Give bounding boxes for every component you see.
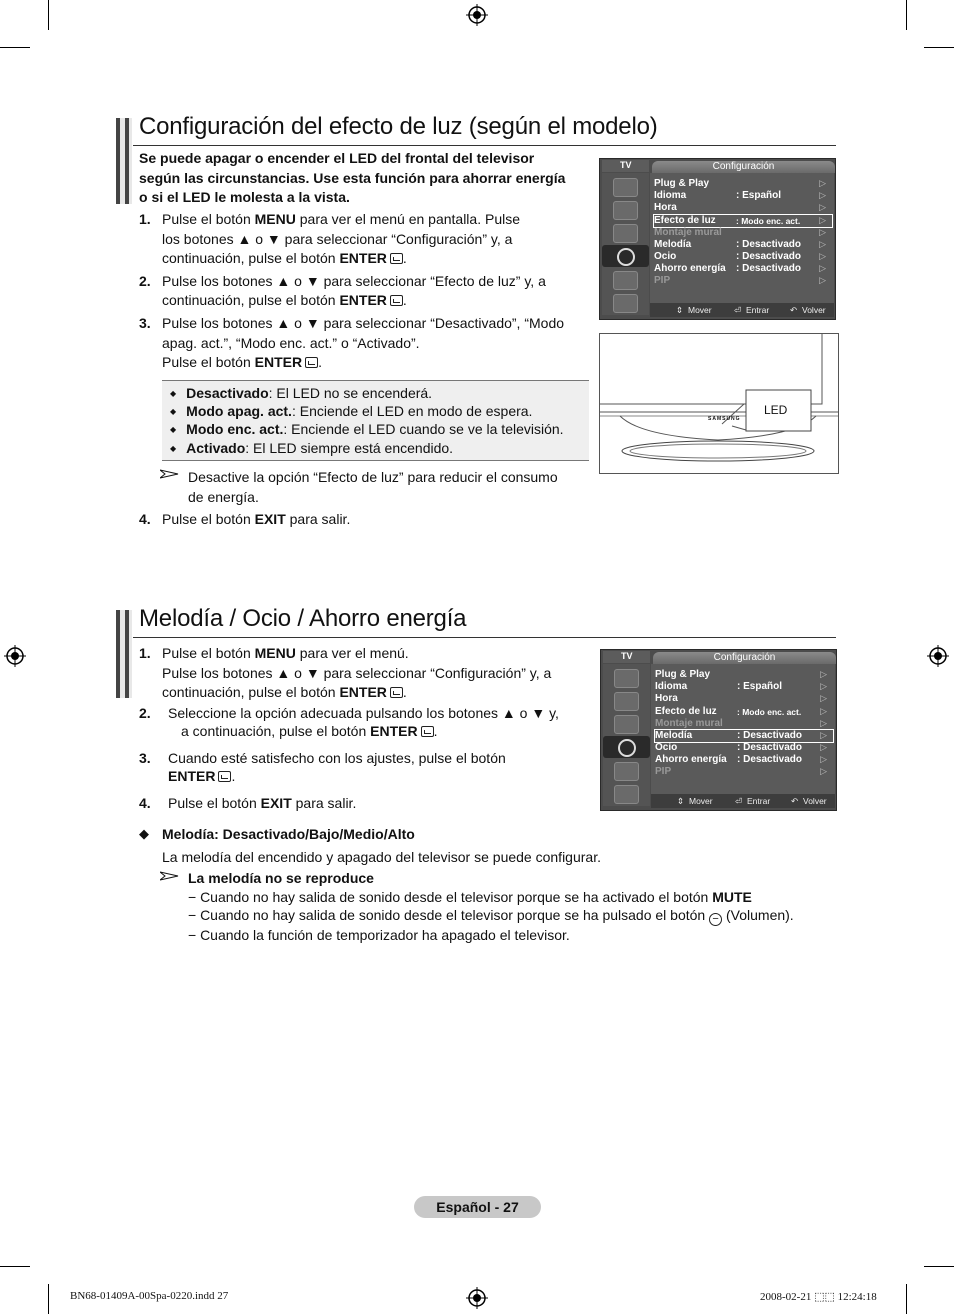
input-icon (613, 271, 638, 290)
osd-row: Montaje mural ▷ (655, 718, 827, 729)
step-text: Seleccione la opción adecuada pulsando los botones ▲ o ▼ y, (168, 705, 559, 721)
input-icon (614, 762, 639, 781)
picture-icon (613, 178, 638, 197)
step-text: Pulse el botón MENU para ver el menú. (162, 645, 409, 661)
osd-row: Melodía : Desactivado ▷ (654, 239, 826, 250)
step-text: Pulse el botón EXIT para salir. (168, 795, 357, 811)
osd-tv-label: TV (602, 160, 649, 172)
osd-row: Efecto de luz : Modo enc. act. ▷ (655, 706, 827, 717)
registration-mark-icon (927, 645, 949, 667)
option-item: ◆ Modo apag. act.: Enciende el LED en modo de espera. (170, 403, 533, 419)
sound-icon (613, 201, 638, 220)
osd-row-selected: Efecto de luz : Modo enc. act. ▷ (654, 215, 832, 227)
osd-list (651, 664, 835, 794)
page-number: Español - 27 (414, 1196, 541, 1218)
melody-description: La melodía del encendido y apagado del televisor se puede configurar. (162, 849, 601, 865)
note-heading: La melodía no se reproduce (188, 870, 374, 886)
osd-row-selected: Melodía : Desactivado ▷ (655, 730, 833, 742)
osd-row: Plug & Play ▷ (654, 178, 826, 189)
step-number: 1. (139, 211, 151, 227)
step-number: 2. (139, 273, 151, 289)
melody-heading: Melodía: Desactivado/Bajo/Medio/Alto (162, 826, 415, 842)
enter-icon (421, 726, 434, 737)
tv-front-drawing (600, 334, 838, 473)
osd-row: Ahorro energía : Desactivado ▷ (654, 263, 826, 274)
note-dash-item: − Cuando la función de temporizador ha apagado el televisor. (188, 927, 570, 943)
osd-row: Plug & Play ▷ (655, 669, 827, 680)
osd-row: Ahorro energía : Desactivado ▷ (655, 754, 827, 765)
step-text: Cuando esté satisfecho con los ajustes, pulse el botón (168, 750, 506, 766)
osd-row: Idioma : Español ▷ (654, 190, 826, 201)
step-text: continuación, pulse el botón ENTER . (162, 292, 407, 308)
step-text: Pulse los botones ▲ o ▼ para seleccionar “Configuración” y, a (162, 665, 552, 681)
step-text: continuación, pulse el botón ENTER . (162, 250, 407, 266)
step-text: los botones ▲ o ▼ para seleccionar “Configuración” y, a (162, 231, 513, 247)
note-dash-item: − Cuando no hay salida de sonido desde el televisor porque se ha activado el botón MUTE (188, 889, 752, 905)
return-icon: ↶ (791, 796, 799, 806)
step-number: 4. (139, 795, 151, 811)
title-rule (133, 637, 836, 638)
section-title: Melodía / Ocio / Ahorro energía (139, 605, 467, 632)
step-text: Pulse el botón MENU para ver el menú en pantalla. Pulse (162, 211, 520, 227)
osd-row: Hora ▷ (655, 693, 827, 704)
osd-sidebar (603, 664, 650, 806)
osd-tv-label: TV (603, 651, 650, 663)
step-text: Pulse el botón ENTER . (162, 354, 322, 370)
enter-icon (218, 771, 231, 782)
picture-icon (614, 669, 639, 688)
led-illustration (599, 333, 839, 474)
registration-mark-icon (466, 1287, 488, 1309)
bullet-diamond-icon: ◆ (170, 444, 177, 453)
osd-row: Idioma : Español ▷ (655, 681, 827, 692)
step-number: 4. (139, 511, 151, 527)
step-number: 2. (139, 705, 151, 721)
bullet-diamond-icon: ◆ (170, 425, 177, 434)
step-text: a continuación, pulse el botón ENTER . (181, 723, 438, 739)
bullet-diamond-icon: ◆ (170, 407, 177, 416)
channel-icon (614, 715, 639, 734)
step-number: 3. (139, 315, 151, 331)
step-text: ENTER . (168, 768, 236, 784)
move-icon: ⇕ (676, 305, 684, 315)
step-text: continuación, pulse el botón ENTER . (162, 684, 407, 700)
note-arrow-icon (160, 871, 180, 881)
note-dash-item: − Cuando no hay salida de sonido desde el televisor porque se ha pulsado el botón − (Volumen). (188, 907, 794, 925)
registration-mark-icon (466, 4, 488, 26)
section-bar (116, 610, 132, 698)
options-box (162, 380, 589, 461)
osd-row: Montaje mural ▷ (654, 227, 826, 238)
return-icon: ↶ (790, 305, 798, 315)
enter-icon (390, 295, 403, 306)
bullet-diamond-icon: ◆ (139, 826, 149, 841)
osd-title: Configuración (653, 652, 836, 664)
move-icon: ⇕ (677, 796, 685, 806)
osd-menu (600, 649, 837, 811)
setup-gear-icon (603, 736, 650, 758)
intro-line: o si el LED le molesta a la vista. (139, 189, 350, 205)
print-timestamp: 2008-02-21 ⬚⬚ 12:24:18 (760, 1291, 877, 1303)
step-number: 3. (139, 750, 151, 766)
osd-row: Ocio : Desactivado ▷ (654, 251, 826, 262)
file-slug: BN68-01409A-00Spa-0220.indd 27 (70, 1290, 229, 1302)
enter-icon (305, 357, 318, 368)
osd-row: PIP ▷ (654, 275, 826, 286)
enter-icon (390, 687, 403, 698)
note-arrow-icon (160, 469, 180, 479)
application-icon (614, 785, 639, 804)
osd-footer: ⇕ Mover ⏎ Entrar ↶ Volver (650, 303, 834, 317)
option-item: ◆ Activado: El LED siempre está encendido. (170, 440, 454, 456)
step-text: Pulse el botón EXIT para salir. (162, 511, 351, 527)
volume-minus-icon: − (709, 913, 722, 926)
osd-row: Hora ▷ (654, 202, 826, 213)
application-icon (613, 294, 638, 313)
bullet-diamond-icon: ◆ (170, 389, 177, 398)
intro-line: Se puede apagar o encender el LED del frontal del televisor (139, 150, 535, 166)
note-text: de energía. (188, 489, 259, 505)
osd-footer: ⇕ Mover ⏎ Entrar ↶ Volver (651, 794, 835, 808)
registration-mark-icon (4, 645, 26, 667)
section-bar (116, 118, 132, 204)
enter-icon: ⏎ (734, 305, 742, 315)
option-item: ◆ Desactivado: El LED no se encenderá. (170, 385, 433, 401)
enter-icon (390, 253, 403, 264)
step-text: Pulse los botones ▲ o ▼ para seleccionar “Desactivado”, “Modo (162, 315, 565, 331)
setup-gear-icon (602, 245, 649, 267)
step-number: 1. (139, 645, 151, 661)
led-label: LED (764, 403, 788, 417)
note-text: Desactive la opción “Efecto de luz” para reducir el consumo (188, 469, 558, 485)
osd-list (650, 173, 834, 303)
step-text: apag. act.”, “Modo enc. act.” o “Activado”. (162, 335, 420, 351)
osd-row: PIP ▷ (655, 766, 827, 777)
channel-icon (613, 224, 638, 243)
section-title: Configuración del efecto de luz (según el modelo) (139, 113, 658, 140)
intro-line: según las circunstancias. Use esta función para ahorrar energía (139, 170, 566, 186)
sound-icon (614, 692, 639, 711)
osd-menu (599, 158, 836, 320)
title-rule (133, 145, 836, 146)
option-item: ◆ Modo enc. act.: Enciende el LED cuando se ve la televisión. (170, 421, 564, 437)
osd-row: Ocio : Desactivado ▷ (655, 742, 827, 753)
enter-icon: ⏎ (735, 796, 743, 806)
brand-label: SAMSUNG (708, 416, 741, 422)
step-text: Pulse los botones ▲ o ▼ para seleccionar “Efecto de luz” y, a (162, 273, 546, 289)
osd-sidebar (602, 173, 649, 315)
osd-title: Configuración (652, 161, 835, 173)
